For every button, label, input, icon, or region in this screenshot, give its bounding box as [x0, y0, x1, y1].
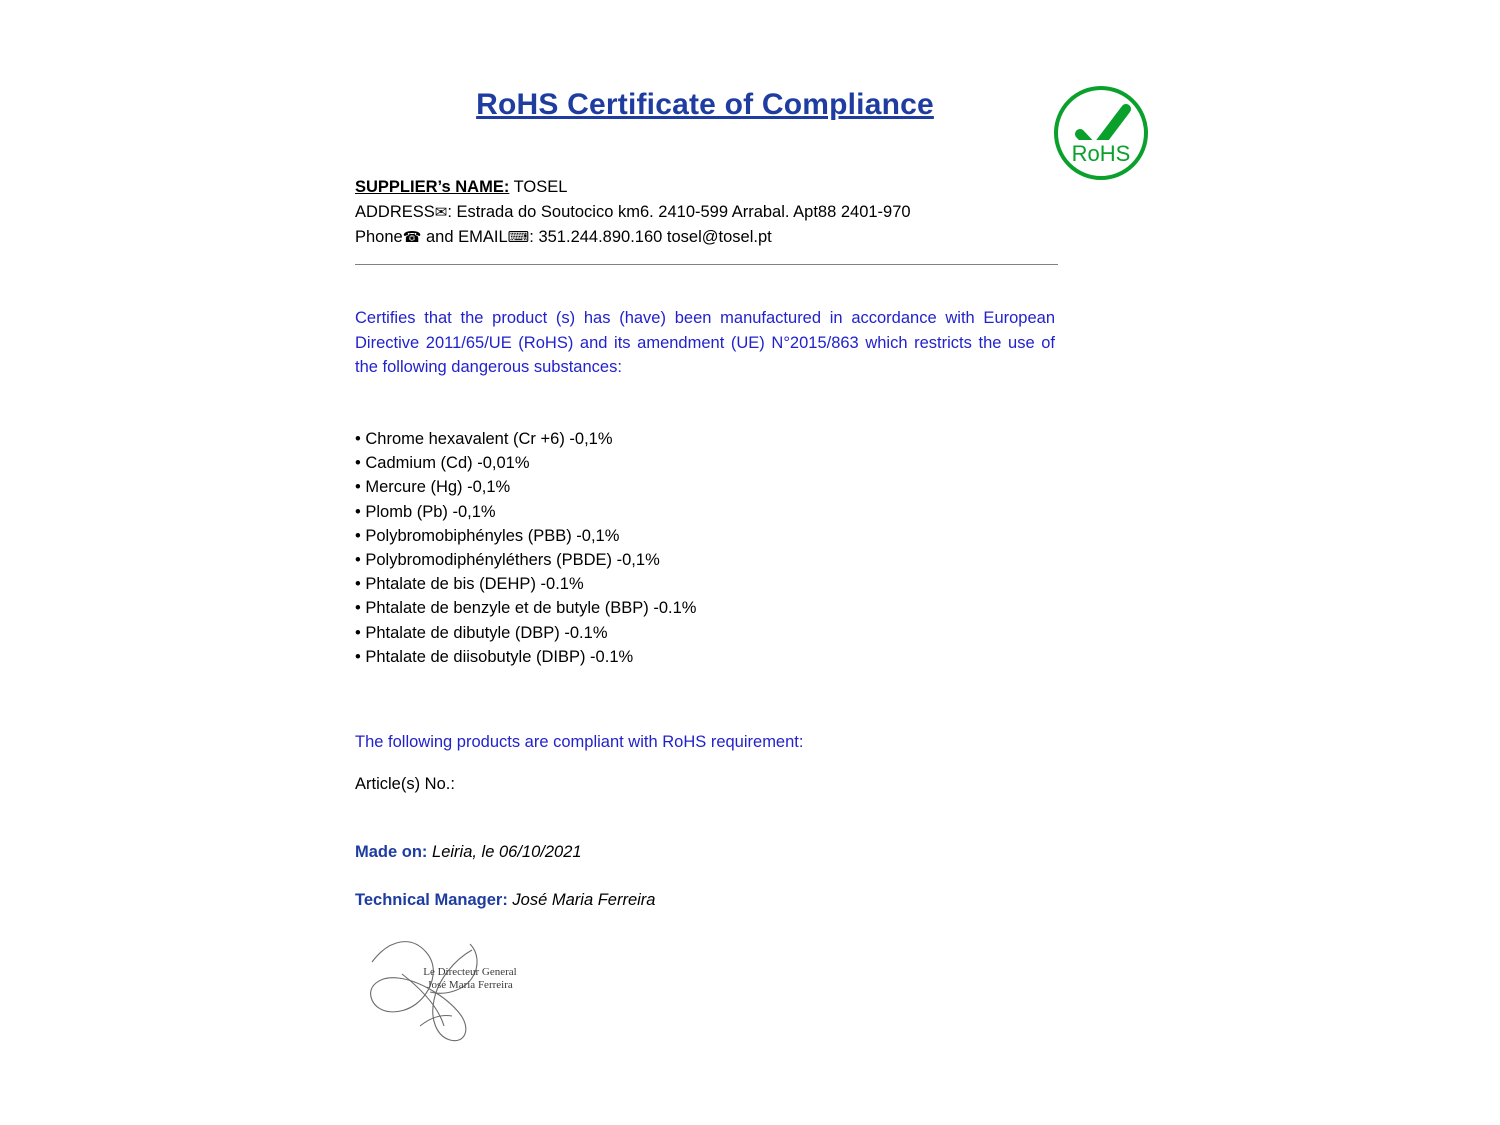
list-item: • Phtalate de benzyle et de butyle (BBP) -0.1%: [355, 599, 697, 618]
page-title: RoHS Certificate of Compliance: [476, 88, 934, 121]
list-item: • Plomb (Pb) -0,1%: [355, 502, 496, 521]
telephone-icon: ☎: [402, 228, 422, 246]
made-on-value: Leiria, le 06/10/2021: [432, 843, 582, 861]
horizontal-divider: [355, 264, 1058, 265]
technical-manager-line: [355, 891, 655, 910]
made-on-label: Made on:: [355, 843, 428, 861]
list-item: • Phtalate de bis (DEHP) -0.1%: [355, 575, 584, 594]
list-item: • Phtalate de dibutyle (DBP) -0.1%: [355, 623, 608, 642]
phone-label: Phone: [355, 228, 403, 246]
envelope-icon: ✉: [434, 203, 448, 221]
list-item: • Phtalate de diisobutyle (DIBP) -0.1%: [355, 647, 634, 666]
articles-number-line: Article(s) No.:: [355, 775, 455, 793]
svg-text:RoHS: RoHS: [1071, 141, 1131, 166]
supplier-address-value: : Estrada do Soutocico km6. 2410-599 Arrabal. Apt88 2401-970: [447, 203, 911, 221]
list-item: • Polybromodiphényléthers (PBDE) -0,1%: [355, 551, 660, 570]
technical-manager-value: José Maria Ferreira: [512, 891, 656, 909]
made-on-line: [355, 843, 582, 862]
list-item: • Mercure (Hg) -0,1%: [355, 478, 511, 497]
list-item: • Polybromobiphényles (PBB) -0,1%: [355, 526, 620, 545]
signature-caption: [390, 966, 550, 992]
certifies-paragraph: Certifies that the product (s) has (have) been manufactured in accordance with European Directive 2011/65/UE (RoHS) and its amendment (UE) N°2015/863 which restricts the use of the following dangerous substances:: [355, 309, 1055, 376]
supplier-info-block: [355, 175, 1060, 250]
supplier-name-value: TOSEL: [513, 178, 568, 196]
substances-list: [355, 427, 1055, 669]
mail-tray-icon: ⌨: [507, 228, 530, 246]
compliance-statement: The following products are compliant with RoHS requirement:: [355, 733, 804, 751]
email-label: and EMAIL: [421, 228, 508, 246]
rohs-badge: [1052, 84, 1150, 182]
list-item: • Chrome hexavalent (Cr +6) -0,1%: [355, 430, 613, 448]
supplier-name-line: [355, 175, 1060, 200]
signature-caption-line2: José Maria Ferreira: [427, 979, 513, 991]
signature-caption-line1: Le Directeur General: [423, 966, 517, 978]
supplier-address-label: ADDRESS: [355, 203, 435, 221]
supplier-contact-value: : 351.244.890.160 tosel@tosel.pt: [529, 228, 772, 246]
list-item: • Cadmium (Cd) -0,01%: [355, 454, 530, 473]
technical-manager-label: Technical Manager:: [355, 891, 508, 909]
supplier-contact-line: [355, 225, 1060, 250]
supplier-name-label: SUPPLIER’s NAME:: [355, 178, 510, 196]
supplier-address-line: [355, 200, 1060, 225]
